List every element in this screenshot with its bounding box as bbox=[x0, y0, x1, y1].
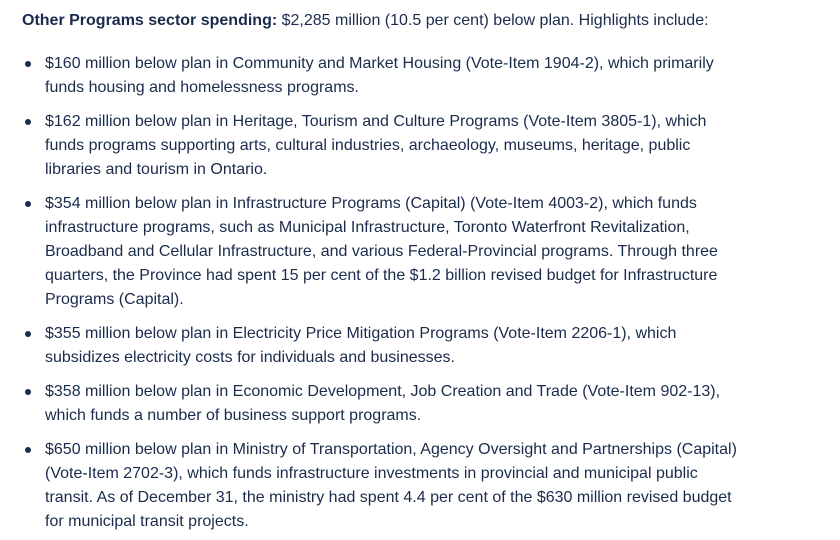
sector-label: Other Programs sector spending: bbox=[22, 12, 278, 29]
bullet-icon bbox=[25, 389, 31, 395]
bullet-icon bbox=[25, 61, 31, 67]
sector-summary bbox=[22, 9, 830, 32]
list-item bbox=[22, 52, 830, 100]
bullet-line: $162 million below plan in Heritage, Tourism and Culture Programs (Vote-Item 3805-1), which bbox=[45, 113, 707, 130]
bullet-line: Broadband and Cellular Infrastructure, and various Federal-Provincial programs. Through three bbox=[45, 243, 718, 260]
bullet-line: $355 million below plan in Electricity Price Mitigation Programs (Vote-Item 2206-1), which bbox=[45, 325, 677, 342]
bullet-line: Programs (Capital). bbox=[45, 291, 184, 308]
bullet-line: funds housing and homelessness programs. bbox=[45, 79, 359, 96]
bullet-line: infrastructure programs, such as Municipal Infrastructure, Toronto Waterfront Revitalization, bbox=[45, 219, 690, 236]
list-item bbox=[22, 438, 830, 534]
bullet-icon bbox=[25, 201, 31, 207]
bullet-line: funds programs supporting arts, cultural industries, archaeology, museums, heritage, public bbox=[45, 137, 691, 154]
bullet-line: $354 million below plan in Infrastructure Programs (Capital) (Vote-Item 4003-2), which funds bbox=[45, 195, 697, 212]
bullet-line: subsidizes electricity costs for individuals and businesses. bbox=[45, 349, 455, 366]
bullet-line: quarters, the Province had spent 15 per cent of the $1.2 billion revised budget for Infrastructure bbox=[45, 267, 718, 284]
bullet-line: $358 million below plan in Economic Development, Job Creation and Trade (Vote-Item 902-13), bbox=[45, 383, 721, 400]
list-item bbox=[22, 380, 830, 428]
bullet-icon bbox=[25, 447, 31, 453]
list-item bbox=[22, 192, 830, 312]
bullet-icon bbox=[25, 331, 31, 337]
bullet-line: (Vote-Item 2702-3), which funds infrastructure investments in provincial and municipal public bbox=[45, 465, 698, 482]
bullet-line: $650 million below plan in Ministry of Transportation, Agency Oversight and Partnerships (Capital) bbox=[45, 441, 737, 458]
list-item bbox=[22, 322, 830, 370]
highlights-list bbox=[22, 52, 830, 534]
sector-summary-text: $2,285 million (10.5 per cent) below plan. Highlights include: bbox=[277, 12, 709, 29]
bullet-line: $160 million below plan in Community and Market Housing (Vote-Item 1904-2), which primarily bbox=[45, 55, 714, 72]
bullet-icon bbox=[25, 119, 31, 125]
bullet-line: for municipal transit projects. bbox=[45, 513, 249, 530]
bullet-line: which funds a number of business support programs. bbox=[45, 407, 422, 424]
list-item bbox=[22, 110, 830, 182]
bullet-line: transit. As of December 31, the ministry had spent 4.4 per cent of the $630 million revised budget bbox=[45, 489, 732, 506]
bullet-line: libraries and tourism in Ontario. bbox=[45, 161, 268, 178]
